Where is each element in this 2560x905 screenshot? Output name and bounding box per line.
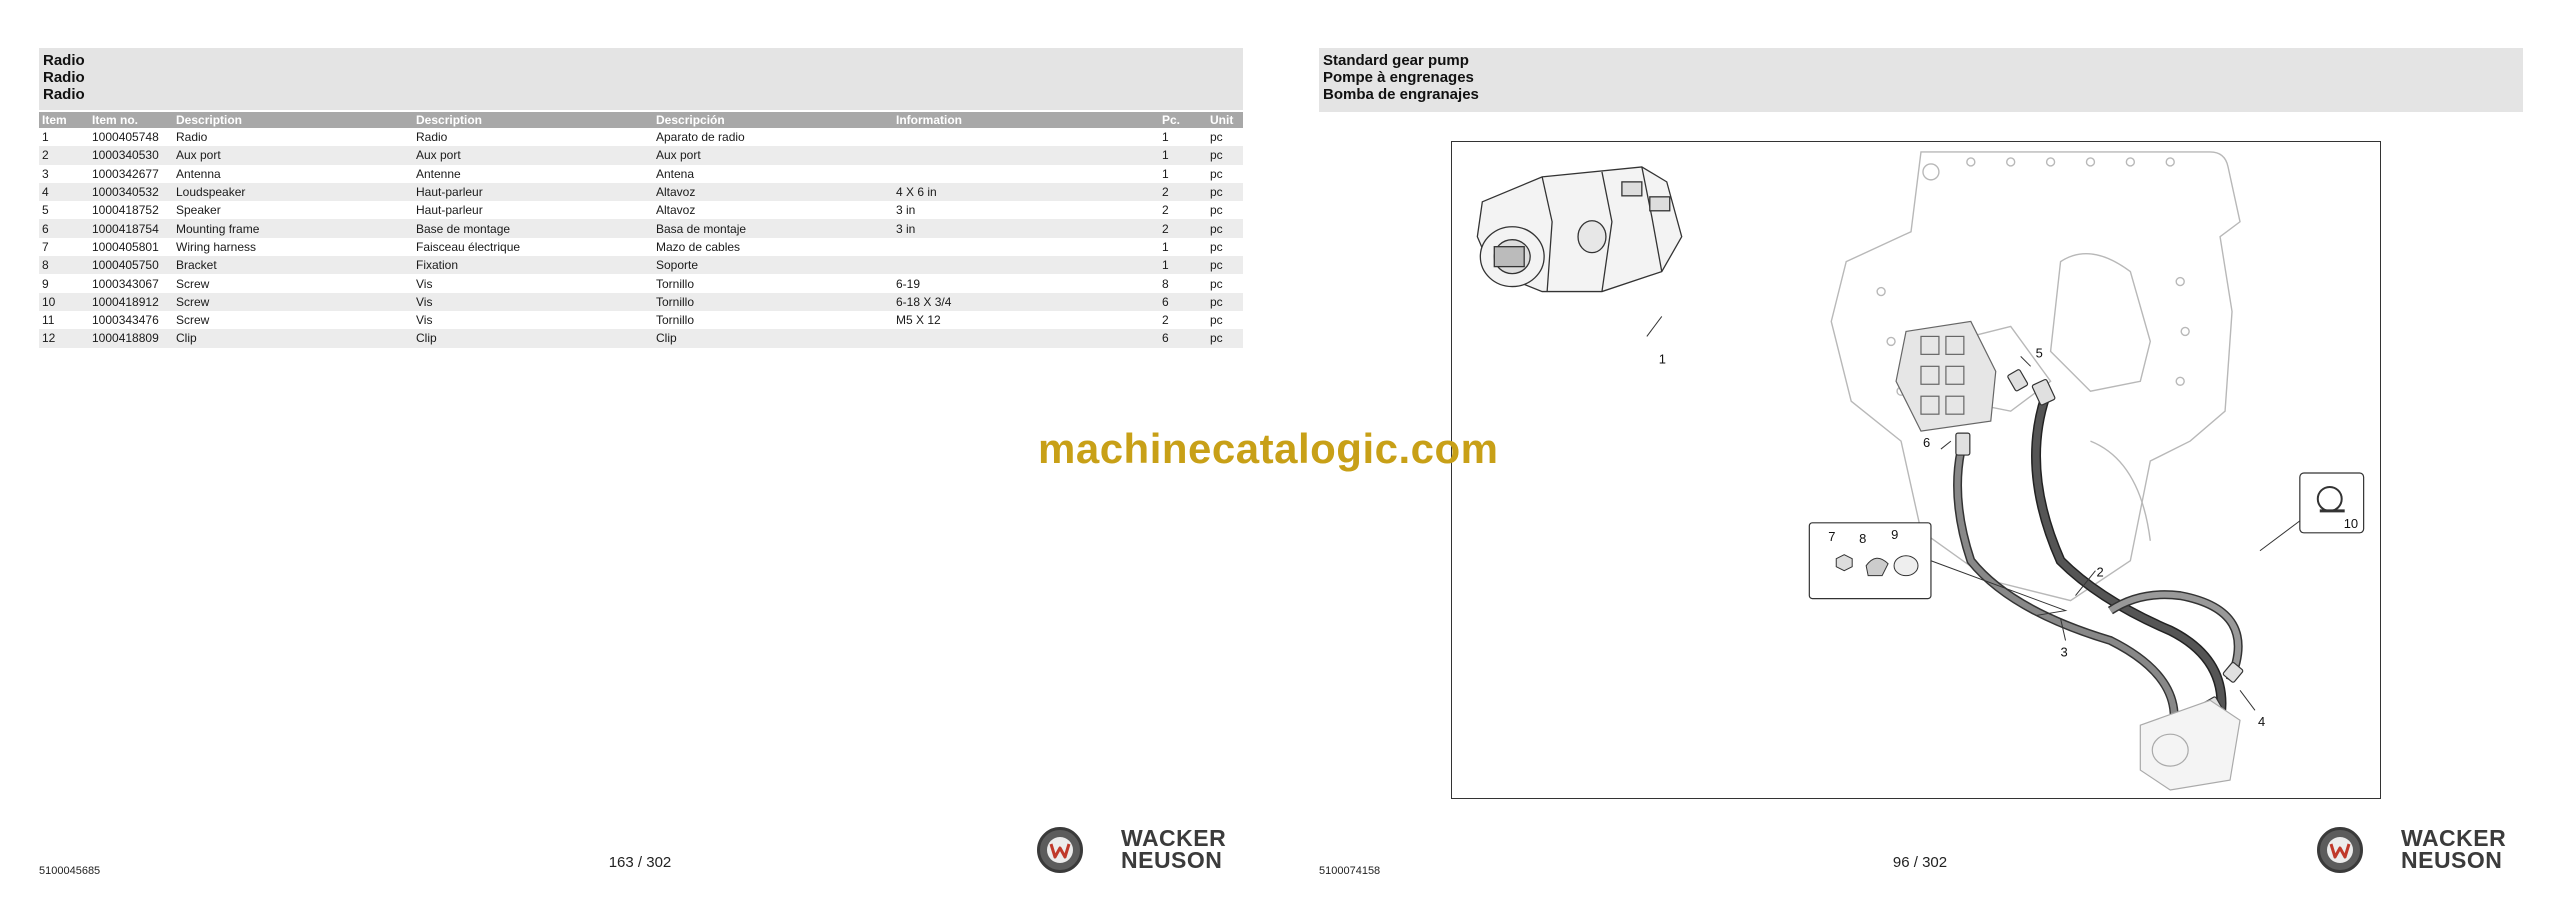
cell-pc: 2 [1162, 313, 1169, 328]
cell-description-es: Altavoz [656, 203, 696, 218]
gear-pump-diagram [1452, 142, 2380, 798]
cell-description-en: Loudspeaker [173, 183, 413, 201]
cell-information [893, 329, 1159, 347]
table-row [39, 128, 1243, 146]
cell-item-no: 1000418754 [89, 219, 173, 237]
section-title-box [1319, 48, 2523, 112]
logo-line1: WACKER [2401, 825, 2507, 851]
title-es: Radio [43, 86, 85, 103]
cell-item: 11 [42, 313, 55, 328]
cell-unit: pc [1210, 313, 1223, 328]
fittings [1956, 369, 2244, 718]
pump-assembly [1477, 167, 1681, 292]
table-row [39, 256, 1243, 274]
callout-labels [1659, 345, 2358, 729]
cell-pc: 1 [1162, 130, 1169, 145]
wacker-neuson-w-icon [1037, 827, 1083, 873]
cell-item: 8 [39, 256, 89, 274]
cell-item: 12 [39, 329, 89, 347]
table-row [39, 274, 1243, 292]
table-row [39, 183, 1243, 201]
cell-description-en: Wiring harness [176, 239, 257, 254]
callout-9: 9 [1891, 526, 1899, 542]
doc-number: 5100074158 [1319, 865, 1381, 877]
cell-description-es: Aparato de radio [656, 130, 745, 145]
cell-description-en: Antenna [176, 166, 221, 181]
col-header-unit: Unit [1207, 112, 1243, 128]
cell-information [893, 146, 1159, 164]
logo-wordmark [2401, 827, 2506, 871]
table-row [39, 165, 1243, 183]
cell-item-no: 1000343476 [92, 313, 159, 328]
cell-unit: pc [1207, 256, 1243, 274]
cell-item-no: 1000418752 [92, 203, 159, 218]
cell-item-no: 1000418809 [89, 329, 173, 347]
cell-description-fr: Vis [413, 293, 653, 311]
cell-description-en: Screw [173, 293, 413, 311]
exploded-view-drawing [1451, 141, 2381, 799]
cell-description-en: Bracket [173, 256, 413, 274]
table-row [39, 293, 1243, 311]
cell-description-fr: Clip [413, 329, 653, 347]
logo-line2: NEUSON [1121, 847, 1223, 873]
cell-information: 6-18 X 3/4 [893, 293, 1159, 311]
callout-8: 8 [1859, 530, 1867, 546]
cell-description-fr: Vis [416, 276, 433, 291]
title-es: Bomba de engranajes [1323, 86, 1479, 103]
cell-item: 6 [39, 219, 89, 237]
title-fr: Pompe à engrenages [1323, 69, 1474, 86]
cell-description-en: Aux port [173, 146, 413, 164]
cell-information [893, 238, 1159, 256]
col-header-description-fr: Description [413, 112, 653, 128]
cell-description-fr: Radio [416, 130, 448, 145]
cell-description-fr: Vis [416, 313, 433, 328]
cell-description-en: Radio [176, 130, 208, 145]
section-title-box [39, 48, 1243, 110]
cell-pc: 1 [1159, 256, 1207, 274]
cell-pc: 2 [1162, 203, 1169, 218]
cell-item: 2 [39, 146, 89, 164]
table-row [39, 238, 1243, 256]
table-row [39, 146, 1243, 164]
cell-information: 3 in [896, 203, 916, 218]
cell-information [893, 128, 1159, 146]
title-fr: Radio [43, 69, 85, 86]
cell-description-en: Mounting frame [173, 219, 413, 237]
parts-table-header [39, 112, 1243, 128]
col-header-pc: Pc. [1159, 112, 1207, 128]
callout-6: 6 [1922, 435, 1931, 451]
parts-table [39, 112, 1243, 348]
cell-unit: pc [1207, 219, 1243, 237]
cell-item-no: 1000340530 [89, 146, 173, 164]
detail-box-clip [2260, 473, 2364, 551]
cell-description-fr: Haut-parleur [413, 183, 653, 201]
cell-pc: 6 [1159, 293, 1207, 311]
logo-line1: WACKER [1121, 825, 1227, 851]
cell-item-no: 1000340532 [89, 183, 173, 201]
page-number: 96 / 302 [1892, 854, 1948, 871]
lower-pump [2140, 700, 2240, 790]
col-header-item: Item [39, 112, 89, 128]
cell-item-no: 1000343067 [92, 276, 159, 291]
cell-description-fr: Aux port [413, 146, 653, 164]
cell-description-es: Aux port [653, 146, 893, 164]
col-header-item-no: Item no. [89, 112, 173, 128]
cell-pc: 2 [1159, 183, 1207, 201]
cell-pc: 8 [1162, 276, 1169, 291]
table-row [39, 219, 1243, 237]
cell-item-no: 1000405748 [92, 130, 159, 145]
cell-description-en: Speaker [176, 203, 221, 218]
cell-description-es: Tornillo [653, 293, 893, 311]
table-row [39, 311, 1243, 329]
cell-description-fr: Base de montage [413, 219, 653, 237]
cell-information: 3 in [893, 219, 1159, 237]
title-en: Radio [43, 52, 85, 69]
cell-item-no: 1000405750 [89, 256, 173, 274]
cell-description-en: Screw [176, 276, 210, 291]
cell-description-es: Tornillo [656, 313, 695, 328]
cell-pc: 1 [1162, 166, 1169, 181]
cell-description-es: Clip [653, 329, 893, 347]
cell-description-es: Soporte [653, 256, 893, 274]
cell-information [893, 256, 1159, 274]
cell-description-fr: Haut-parleur [416, 203, 483, 218]
watermark-text: machinecatalogic.com [1038, 425, 1499, 472]
callout-10: 10 [2343, 515, 2359, 531]
cell-information: 4 X 6 in [893, 183, 1159, 201]
cell-unit: pc [1210, 166, 1223, 181]
cell-description-es: Altavoz [653, 183, 893, 201]
cell-item: 9 [42, 276, 49, 291]
wacker-neuson-w-icon [2317, 827, 2363, 873]
wacker-neuson-logo [1037, 825, 1247, 875]
valve-block [1896, 321, 1996, 431]
logo-line2: NEUSON [2401, 847, 2503, 873]
callout-3: 3 [2060, 644, 2068, 660]
cell-unit: pc [1210, 130, 1223, 145]
cell-item: 4 [39, 183, 89, 201]
callout-1: 1 [1658, 351, 1667, 367]
callout-4: 4 [2257, 714, 2266, 730]
cell-description-fr: Faisceau électrique [416, 239, 521, 254]
cell-item: 5 [42, 203, 49, 218]
callout-7: 7 [1828, 528, 1836, 544]
cell-item: 3 [42, 166, 49, 181]
cell-information [893, 165, 1159, 183]
table-row [39, 329, 1243, 347]
logo-wordmark [1121, 827, 1226, 871]
cell-unit: pc [1207, 293, 1243, 311]
col-header-description-en: Description [173, 112, 413, 128]
cell-unit: pc [1210, 203, 1223, 218]
cell-pc: 6 [1159, 329, 1207, 347]
cell-information: M5 X 12 [896, 313, 941, 328]
cell-description-es: Basa de montaje [653, 219, 893, 237]
cell-description-es: Mazo de cables [656, 239, 741, 254]
cell-item: 7 [42, 239, 49, 254]
cell-unit: pc [1207, 329, 1243, 347]
cell-pc: 1 [1159, 146, 1207, 164]
cell-item: 1 [42, 130, 49, 145]
wacker-neuson-logo [2317, 825, 2527, 875]
cell-unit: pc [1207, 183, 1243, 201]
cell-information: 6-19 [896, 276, 921, 291]
cell-item-no: 1000418912 [89, 293, 173, 311]
cell-description-es: Antena [656, 166, 695, 181]
page-number: 163 / 302 [608, 854, 672, 871]
cell-unit: pc [1210, 239, 1223, 254]
cell-item-no: 1000405801 [92, 239, 159, 254]
col-header-description-es: Descripción [653, 112, 893, 128]
table-row [39, 201, 1243, 219]
cell-pc: 2 [1159, 219, 1207, 237]
cell-description-fr: Antenne [416, 166, 461, 181]
title-en: Standard gear pump [1323, 52, 1469, 69]
cell-pc: 1 [1162, 239, 1169, 254]
cell-description-es: Tornillo [656, 276, 695, 291]
cell-item: 10 [39, 293, 89, 311]
cell-description-en: Screw [176, 313, 210, 328]
cell-unit: pc [1207, 146, 1243, 164]
cell-unit: pc [1210, 276, 1223, 291]
parts-table-body [39, 128, 1243, 348]
doc-number: 5100045685 [39, 865, 101, 877]
callout-2: 2 [2096, 564, 2104, 580]
cell-description-en: Clip [173, 329, 413, 347]
callout-5: 5 [2035, 345, 2043, 361]
cell-item-no: 1000342677 [92, 166, 159, 181]
cell-description-fr: Fixation [413, 256, 653, 274]
col-header-information: Information [893, 112, 1159, 128]
